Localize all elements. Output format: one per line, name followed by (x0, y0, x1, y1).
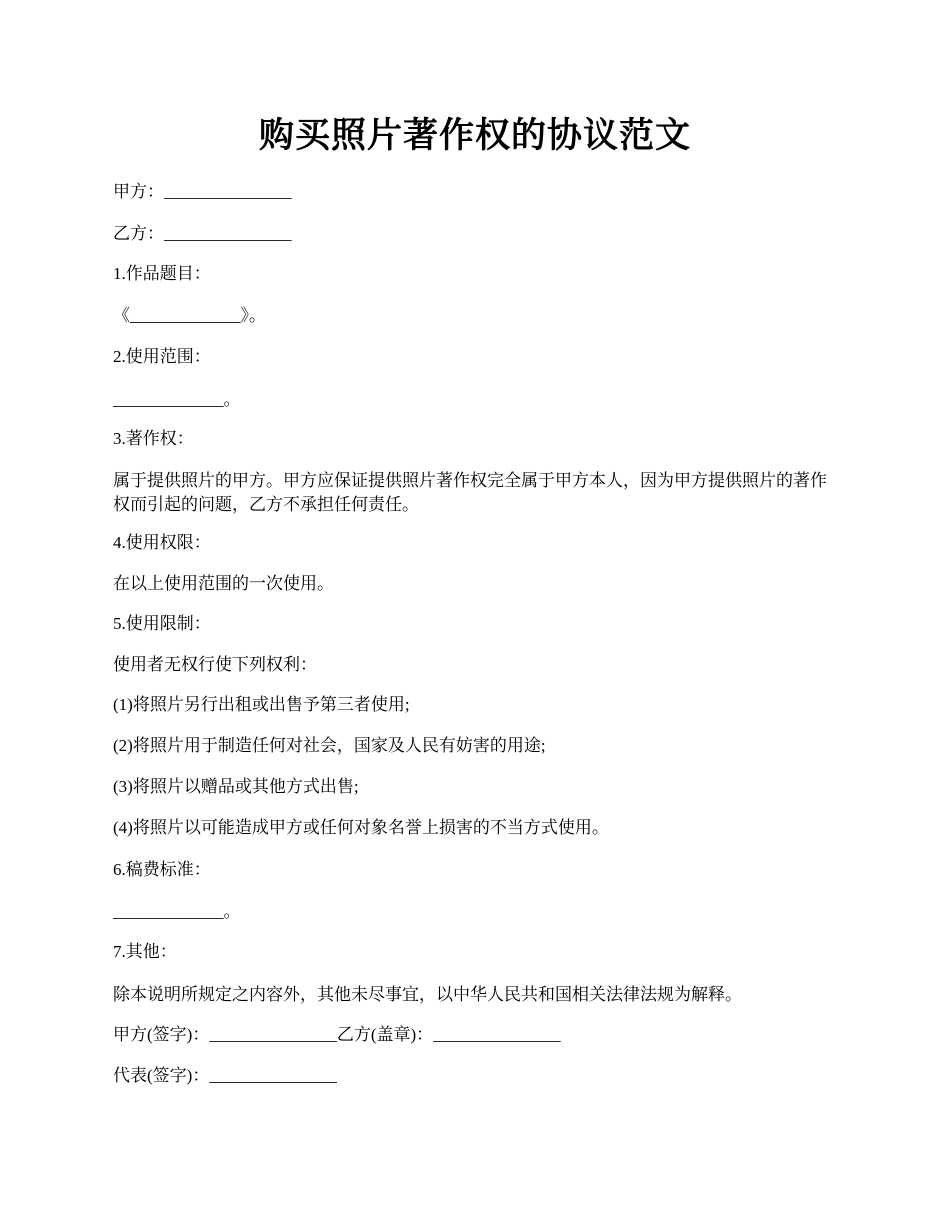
fee-standard-line: _____________。 (113, 902, 241, 921)
document-title: 购买照片著作权的协议范文 (258, 116, 691, 155)
restriction-item-1: (1)将照片另行出租或出售予第三者使用; (113, 695, 410, 714)
section-7-heading: 7.其他： (113, 942, 177, 961)
work-title-line: 《_____________》。 (113, 306, 266, 325)
restriction-intro-text: 使用者无权行使下列权利： (113, 655, 317, 674)
other-terms-text: 除本说明所规定之内容外，其他未尽事宜，以中华人民共和国相关法律法规为解释。 (113, 985, 742, 1004)
section-6-heading: 6.稿费标准： (113, 860, 211, 879)
section-1-heading: 1.作品题目： (113, 264, 211, 283)
restriction-item-4: (4)将照片以可能造成甲方或任何对象名誉上损害的不当方式使用。 (113, 818, 609, 837)
section-5-heading: 5.使用限制： (113, 614, 211, 633)
section-2-heading: 2.使用范围： (113, 347, 211, 366)
usage-rights-text: 在以上使用范围的一次使用。 (113, 574, 334, 593)
restriction-item-2: (2)将照片用于制造任何对社会，国家及人民有妨害的用途; (113, 736, 546, 755)
party-b-line: 乙方：_______________ (113, 224, 292, 243)
restriction-item-3: (3)将照片以赠品或其他方式出售; (113, 777, 359, 796)
signature-line: 甲方(签字)：_______________乙方(盖章)：_______________ (113, 1025, 561, 1044)
section-3-heading: 3.著作权： (113, 429, 194, 448)
representative-signature-line: 代表(签字)：_______________ (113, 1066, 337, 1085)
section-4-heading: 4.使用权限： (113, 533, 211, 552)
usage-scope-line: _____________。 (113, 390, 241, 409)
party-a-line: 甲方：_______________ (113, 182, 292, 201)
copyright-paragraph: 属于提供照片的甲方。甲方应保证提供照片著作权完全属于甲方本人，因为甲方提供照片的著作权而引起的问题，乙方不承担任何责任。 (113, 471, 827, 514)
